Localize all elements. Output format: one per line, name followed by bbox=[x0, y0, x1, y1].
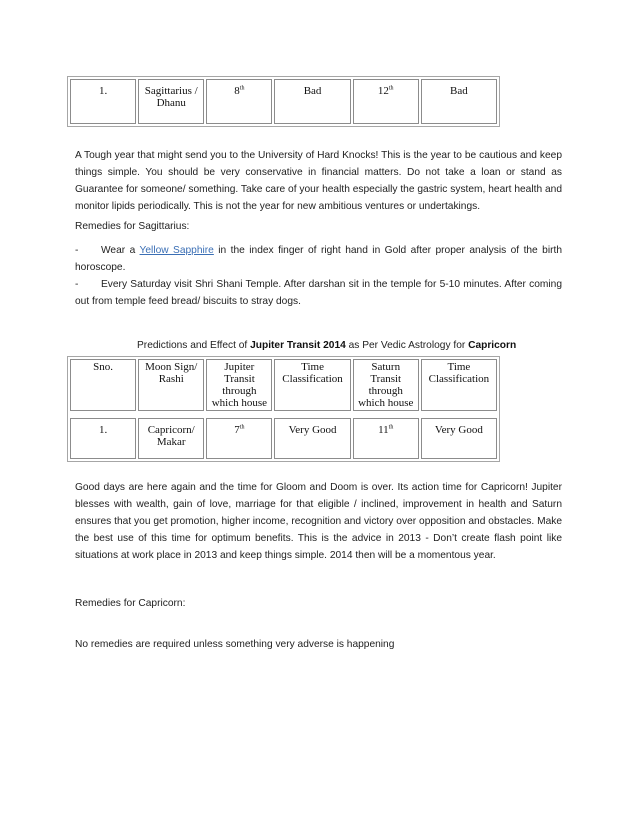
table-cell-sno bbox=[70, 418, 136, 459]
capricorn-paragraph: Good days are here again and the time for Gloom and Doom is over. Its action time for Capricorn! Jupiter blesses with wealth, gain of love, marriage for that eligible / inclined, improvement in health and Saturn ensures that you get promotion, higher income, recognition and victory over opposition and obstacles. Make the best use of this time for optimum benefits. This is the advice in 2013 - Don’t create flash point like situations at work place in 2013 and keep things simple. 2014 then will be a momentous year. bbox=[75, 482, 562, 561]
table-cell-saturn-house bbox=[353, 418, 419, 459]
remedy-text: Every Saturday visit Shri Shani Temple. After darshan sit in the temple for 5-10 minutes. After coming out from temple feed bread/ biscuits to stray dogs. bbox=[75, 279, 562, 307]
list-dash: - bbox=[75, 245, 79, 256]
header-cell: Time Classification bbox=[421, 359, 497, 411]
table-cell-saturn-class bbox=[421, 79, 497, 124]
cell-text: 11 bbox=[378, 424, 389, 436]
table-cell-saturn-class bbox=[421, 418, 497, 459]
cell-text: Very Good bbox=[288, 424, 337, 436]
header-cell: Time Classification bbox=[274, 359, 350, 411]
ordinal-suffix: th bbox=[388, 85, 394, 92]
cell-text: Very Good bbox=[434, 424, 483, 436]
header-cell: Saturn Transit through which house bbox=[353, 359, 419, 411]
table-spacer-row bbox=[70, 413, 497, 416]
table-header-row bbox=[70, 359, 497, 411]
ordinal-suffix: th bbox=[239, 424, 245, 431]
sagittarius-transit-table bbox=[67, 76, 500, 127]
sagittarius-remedy-2 bbox=[75, 276, 562, 310]
ordinal-suffix: th bbox=[239, 85, 245, 92]
header-cell: Moon Sign/ Rashi bbox=[138, 359, 204, 411]
table-cell-saturn-house bbox=[353, 79, 419, 124]
capricorn-table-caption bbox=[137, 340, 516, 351]
capricorn-transit-table bbox=[67, 356, 500, 462]
table-cell-moon-sign bbox=[138, 418, 204, 459]
remedy-text: Wear a bbox=[101, 245, 140, 256]
cell-text: 12 bbox=[377, 85, 389, 97]
ordinal-suffix: th bbox=[388, 424, 394, 431]
sagittarius-remedy-1 bbox=[75, 242, 562, 276]
table-cell-jupiter-class bbox=[274, 79, 350, 124]
sagittarius-remedies-heading: Remedies for Sagittarius: bbox=[75, 221, 190, 232]
yellow-sapphire-link[interactable]: Yellow Sapphire bbox=[139, 245, 214, 256]
table-cell-jupiter-class bbox=[274, 418, 350, 459]
table-cell-sno bbox=[70, 79, 136, 124]
cell-text: Bad bbox=[450, 85, 468, 97]
spacer-cell bbox=[70, 413, 497, 416]
cell-text: 1. bbox=[98, 424, 108, 436]
table-cell-jupiter-house bbox=[206, 418, 272, 459]
table-row bbox=[70, 79, 497, 124]
table-row bbox=[70, 418, 497, 459]
cell-text: 1. bbox=[98, 85, 108, 97]
capricorn-remedies-text: No remedies are required unless something very adverse is happening bbox=[75, 639, 395, 650]
remedy-text: in the index finger of right hand in Gold after proper analysis of the birth horoscope. bbox=[75, 245, 562, 273]
cell-text: 8 bbox=[234, 85, 240, 97]
cell-text: Bad bbox=[303, 85, 322, 97]
caption-bold: Capricorn bbox=[468, 340, 517, 351]
table-cell-jupiter-house bbox=[206, 79, 272, 124]
capricorn-remedies-heading: Remedies for Capricorn: bbox=[75, 598, 186, 609]
caption-text: Predictions and Effect of bbox=[137, 340, 251, 351]
header-cell: Jupiter Transit through which house bbox=[206, 359, 272, 411]
header-cell: Sno. bbox=[70, 359, 136, 411]
caption-bold: Jupiter Transit 2014 bbox=[250, 340, 346, 351]
caption-text: as Per Vedic Astrology for bbox=[345, 340, 469, 351]
list-dash: - bbox=[75, 279, 79, 290]
cell-text: Capricorn/ Makar bbox=[147, 424, 195, 448]
sagittarius-paragraph: A Tough year that might send you to the University of Hard Knocks! This is the year to be cautious and keep things simple. You should be very conservative in financial matters. Do not take a loan or stand as Guarantee for someone/ something. Take care of your health especially the gastric system, heart health and monitor lipids periodically. This is not the year for new ambitious ventures or undertakings. bbox=[75, 150, 562, 212]
cell-text: Sagittarius / Dhanu bbox=[144, 85, 198, 109]
table-cell-moon-sign bbox=[138, 79, 204, 124]
cell-text: 7 bbox=[234, 424, 240, 436]
